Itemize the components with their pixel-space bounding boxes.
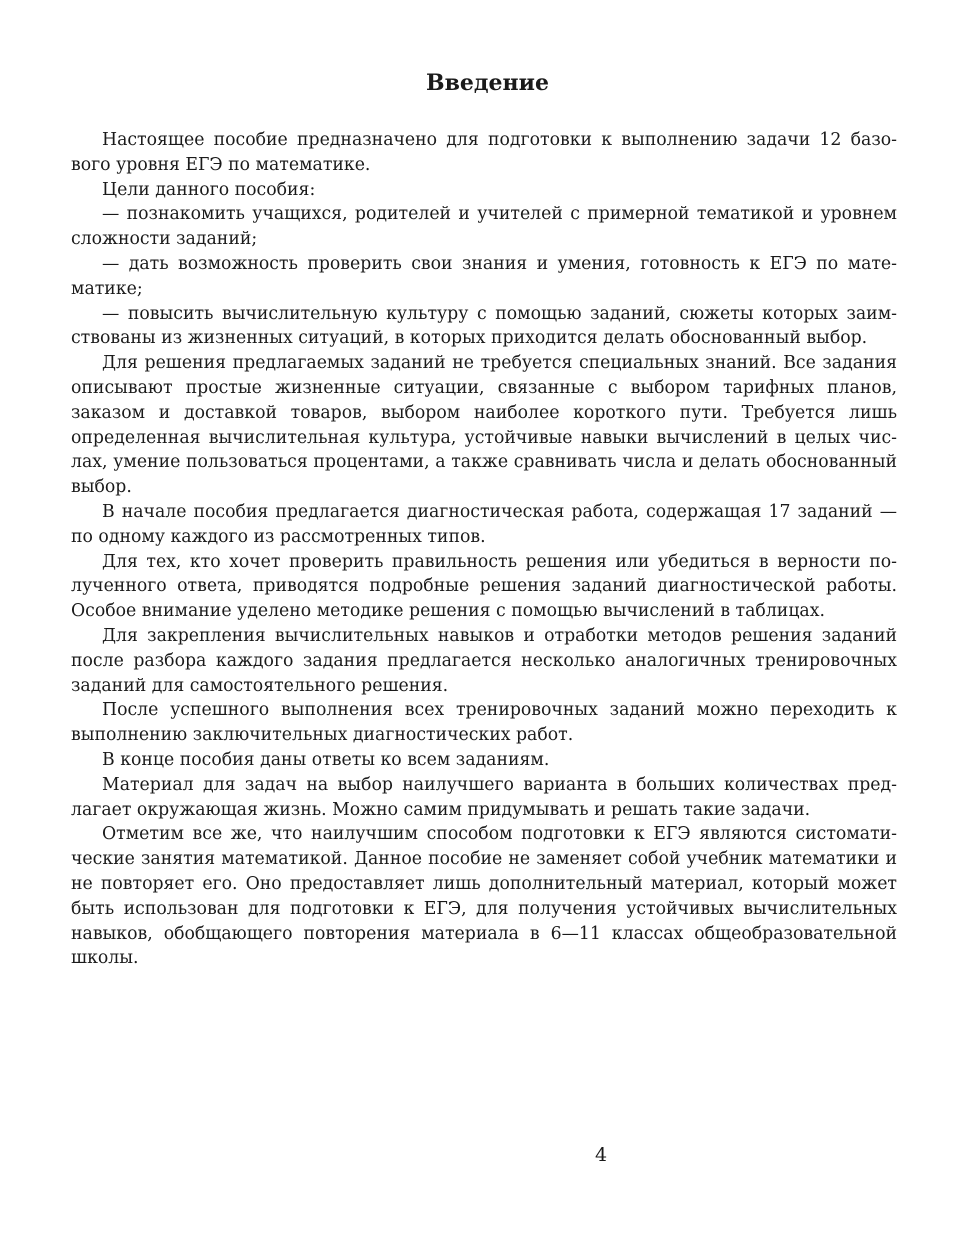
paragraph-detailed-solutions: Для тех, кто хочет проверить правильность решения или убедиться в верности полученного ответа, приводятся подробные решения заданий диагностической работы. Особое внимание уделено методике решения с помощью вычислений в таблицах. <box>71 551 897 622</box>
page-body <box>71 128 897 971</box>
goal-item-self-check: — дать возможность проверить свои знания и умения, готовность к ЕГЭ по математике; <box>71 253 897 299</box>
paragraph-goals-heading: Цели данного пособия: <box>102 179 316 200</box>
paragraph-no-special-knowledge: Для решения предлагаемых заданий не требуется специальных знаний. Все задания описывают простые жизненные ситуации, связанные с выбором тарифных планов, заказом и доставкой товаров, выбором наиболее короткого пути. Требуется лишь определенная вычислительная культура, устойчивые навыки вычислений в целых числах, умение пользоваться процентами, а также сравнивать числа и делать обоснованный выбор. <box>71 353 897 498</box>
paragraph-diagnostic-work: В начале пособия предлагается диагностическая работа, содержащая 17 заданий — по одному каждого из рассмотренных типов. <box>71 501 897 547</box>
paragraph-purpose: Настоящее пособие предназначено для подготовки к выполнению задачи 12 базового уровня ЕГЭ по математике. <box>71 130 897 175</box>
paragraph-final-diagnostics: После успешного выполнения всех тренировочных заданий можно переходить к выполнению заключительных диагностических работ. <box>71 700 897 746</box>
goal-item-computational-culture: — повысить вычислительную культуру с помощью заданий, сюжеты которых заимствованы из жизненных ситуаций, в которых приходится делать обоснованный выбор. <box>71 303 897 349</box>
paragraph-answers: В конце пособия даны ответы ко всем заданиям. <box>102 749 550 770</box>
goal-item-introduce: — познакомить учащихся, родителей и учителей с примерной тематикой и уровнем сложности заданий; <box>71 204 897 250</box>
paragraph-training-tasks: Для закрепления вычислительных навыков и отработки методов решения заданий после разбора каждого задания предлагается несколько аналогичных тренировочных заданий для самостоятельного решения. <box>71 625 897 696</box>
page-number: 4 <box>594 1144 608 1166</box>
paragraph-conclusion: Отметим все же, что наилучшим способом подготовки к ЕГЭ являются систоматические занятия математикой. Данное пособие не заменяет собой учебник математики и не повторяет его. Оно предоставляет лишь дополнительный материал, который может быть использован для подготовки к ЕГЭ, для получения устойчивых вычислительных навыков, обобщающего повторения материала в 6—11 классах общеобразовательной школы. <box>71 824 897 969</box>
paragraph-material-source: Материал для задач на выбор наилучшего варианта в больших количествах предлагает окружающая жизнь. Можно самим придумывать и решать такие задачи. <box>71 774 897 820</box>
page-title: Введение <box>426 70 549 96</box>
